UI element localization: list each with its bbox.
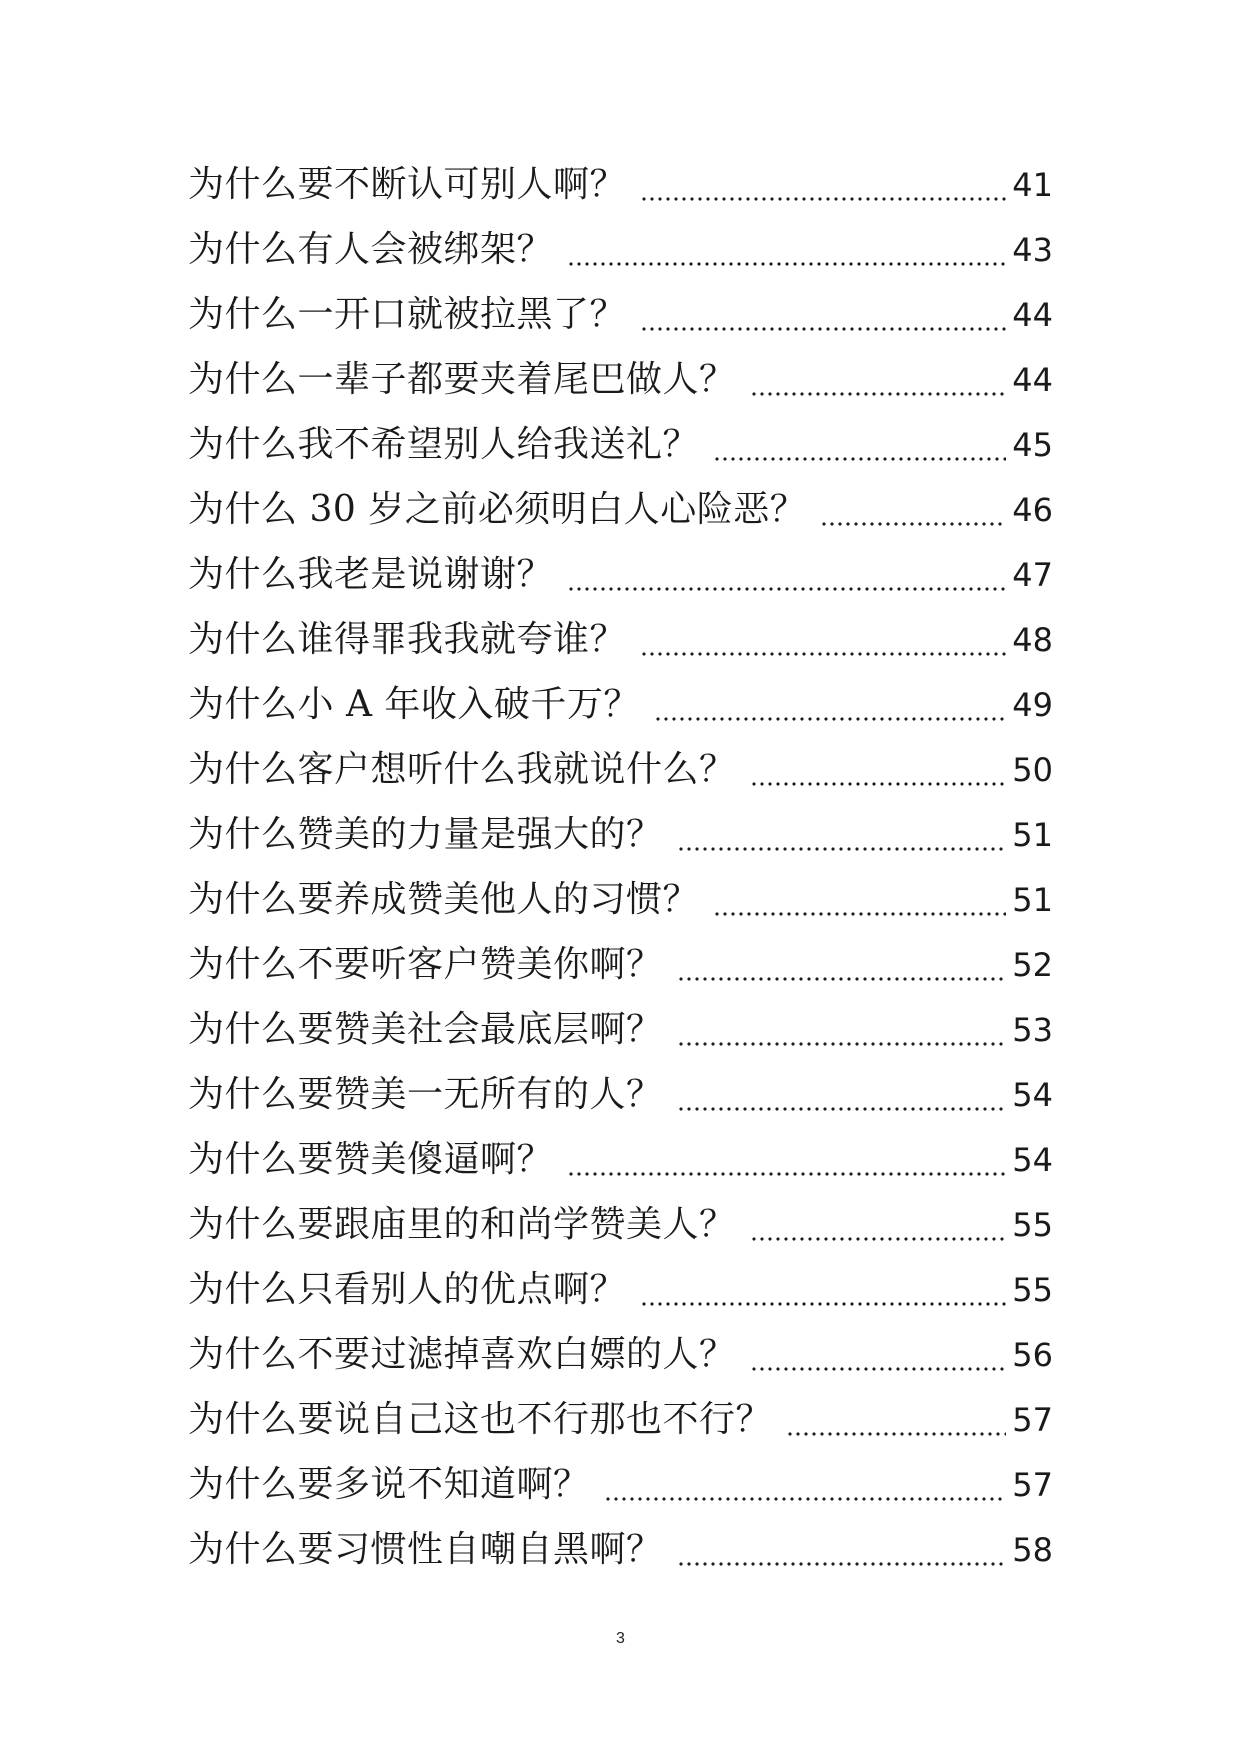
toc-entry-page: 52	[1012, 946, 1053, 984]
dot-leader	[567, 1127, 1006, 1192]
toc-entry-title: 为什么要养成赞美他人的习惯？	[188, 879, 700, 920]
toc-entry-title: 为什么只看别人的优点啊？	[188, 1269, 627, 1310]
toc-entry-page: 54	[1012, 1076, 1053, 1114]
toc-entry-title: 为什么客户想听什么我就说什么？	[188, 749, 736, 790]
toc-entry-title: 为什么不要过滤掉喜欢白嫖的人？	[188, 1334, 736, 1375]
toc-entry-title: 为什么小 A 年收入破千万？	[188, 684, 640, 725]
toc-entry[interactable]	[188, 477, 1053, 542]
toc-entry-title: 为什么有人会被绑架？	[188, 229, 554, 270]
toc-entry-page: 54	[1012, 1141, 1053, 1179]
toc-entry-title: 为什么我不希望别人给我送礼？	[188, 424, 700, 465]
toc-entry-page: 51	[1012, 816, 1053, 854]
toc-entry-title: 为什么要习惯性自嘲自黑啊？	[188, 1529, 663, 1570]
toc-entry[interactable]	[188, 1192, 1053, 1257]
dot-leader	[677, 1517, 1007, 1582]
page-number: 3	[616, 1630, 625, 1647]
dot-leader	[677, 1062, 1007, 1127]
toc-entry-page: 58	[1012, 1531, 1053, 1569]
toc-entry[interactable]	[188, 282, 1053, 347]
dot-leader	[654, 672, 1006, 737]
toc-entry-page: 48	[1012, 621, 1053, 659]
dot-leader	[713, 867, 1006, 932]
dot-leader	[677, 802, 1007, 867]
toc-entry[interactable]	[188, 737, 1053, 802]
toc-entry-title: 为什么要不断认可别人啊？	[188, 164, 627, 205]
toc-entry[interactable]	[188, 347, 1053, 412]
toc-entry-page: 55	[1012, 1271, 1053, 1309]
toc-entry-page: 47	[1012, 556, 1053, 594]
dot-leader	[713, 412, 1006, 477]
toc-entry-title: 为什么我老是说谢谢？	[188, 554, 554, 595]
toc-entry-title: 为什么 30 岁之前必须明白人心险恶？	[188, 489, 807, 530]
toc-entry[interactable]	[188, 1387, 1053, 1452]
toc-entry-title: 为什么一开口就被拉黑了？	[188, 294, 627, 335]
toc-entry[interactable]	[188, 217, 1053, 282]
toc-entry[interactable]	[188, 867, 1053, 932]
toc-entry-page: 57	[1012, 1466, 1053, 1504]
dot-leader	[786, 1387, 1006, 1452]
dot-leader	[750, 347, 1007, 412]
dot-leader	[750, 1322, 1007, 1387]
toc-entry-title: 为什么一辈子都要夹着尾巴做人？	[188, 359, 736, 400]
dot-leader	[640, 282, 1006, 347]
dot-leader	[640, 152, 1006, 217]
toc-entry-page: 46	[1012, 491, 1053, 529]
toc-entry[interactable]	[188, 1322, 1053, 1387]
toc-entry[interactable]	[188, 1062, 1053, 1127]
toc-entry-page: 44	[1012, 296, 1053, 334]
toc-entry[interactable]	[188, 412, 1053, 477]
dot-leader	[567, 542, 1006, 607]
toc-entry[interactable]	[188, 802, 1053, 867]
dot-leader	[567, 217, 1006, 282]
toc-entry-page: 44	[1012, 361, 1053, 399]
toc-entry[interactable]	[188, 1517, 1053, 1582]
toc-entry-title: 为什么要多说不知道啊？	[188, 1464, 590, 1505]
toc-entry[interactable]	[188, 542, 1053, 607]
toc-entry-title: 为什么赞美的力量是强大的？	[188, 814, 663, 855]
toc-entry-page: 43	[1012, 231, 1053, 269]
toc-entry-title: 为什么要跟庙里的和尚学赞美人？	[188, 1204, 736, 1245]
toc-entry[interactable]	[188, 1452, 1053, 1517]
toc-entry-title: 为什么不要听客户赞美你啊？	[188, 944, 663, 985]
toc-entry-title: 为什么谁得罪我我就夸谁？	[188, 619, 627, 660]
dot-leader	[750, 737, 1007, 802]
toc-entry[interactable]	[188, 672, 1053, 737]
dot-leader	[677, 932, 1007, 997]
toc-entry-page: 57	[1012, 1401, 1053, 1439]
toc-entry[interactable]	[188, 1127, 1053, 1192]
toc-entry-page: 56	[1012, 1336, 1053, 1374]
toc-entry-page: 53	[1012, 1011, 1053, 1049]
dot-leader	[677, 997, 1007, 1062]
toc-entry[interactable]	[188, 607, 1053, 672]
toc-entry-page: 49	[1012, 686, 1053, 724]
toc-entry[interactable]	[188, 932, 1053, 997]
toc-entry-page: 55	[1012, 1206, 1053, 1244]
toc-entry-title: 为什么要赞美一无所有的人？	[188, 1074, 663, 1115]
dot-leader	[640, 1257, 1006, 1322]
toc-entry-page: 51	[1012, 881, 1053, 919]
dot-leader	[820, 477, 1006, 542]
toc-entry[interactable]	[188, 1257, 1053, 1322]
dot-leader	[640, 607, 1006, 672]
dot-leader	[604, 1452, 1007, 1517]
toc-entry[interactable]	[188, 152, 1053, 217]
table-of-contents	[188, 152, 1053, 1582]
toc-entry-title: 为什么要赞美社会最底层啊？	[188, 1009, 663, 1050]
toc-entry-page: 41	[1012, 166, 1053, 204]
toc-entry-page: 50	[1012, 751, 1053, 789]
toc-entry-title: 为什么要说自己这也不行那也不行？	[188, 1399, 773, 1440]
dot-leader	[750, 1192, 1007, 1257]
toc-entry-title: 为什么要赞美傻逼啊？	[188, 1139, 554, 1180]
toc-entry-page: 45	[1012, 426, 1053, 464]
toc-entry[interactable]	[188, 997, 1053, 1062]
